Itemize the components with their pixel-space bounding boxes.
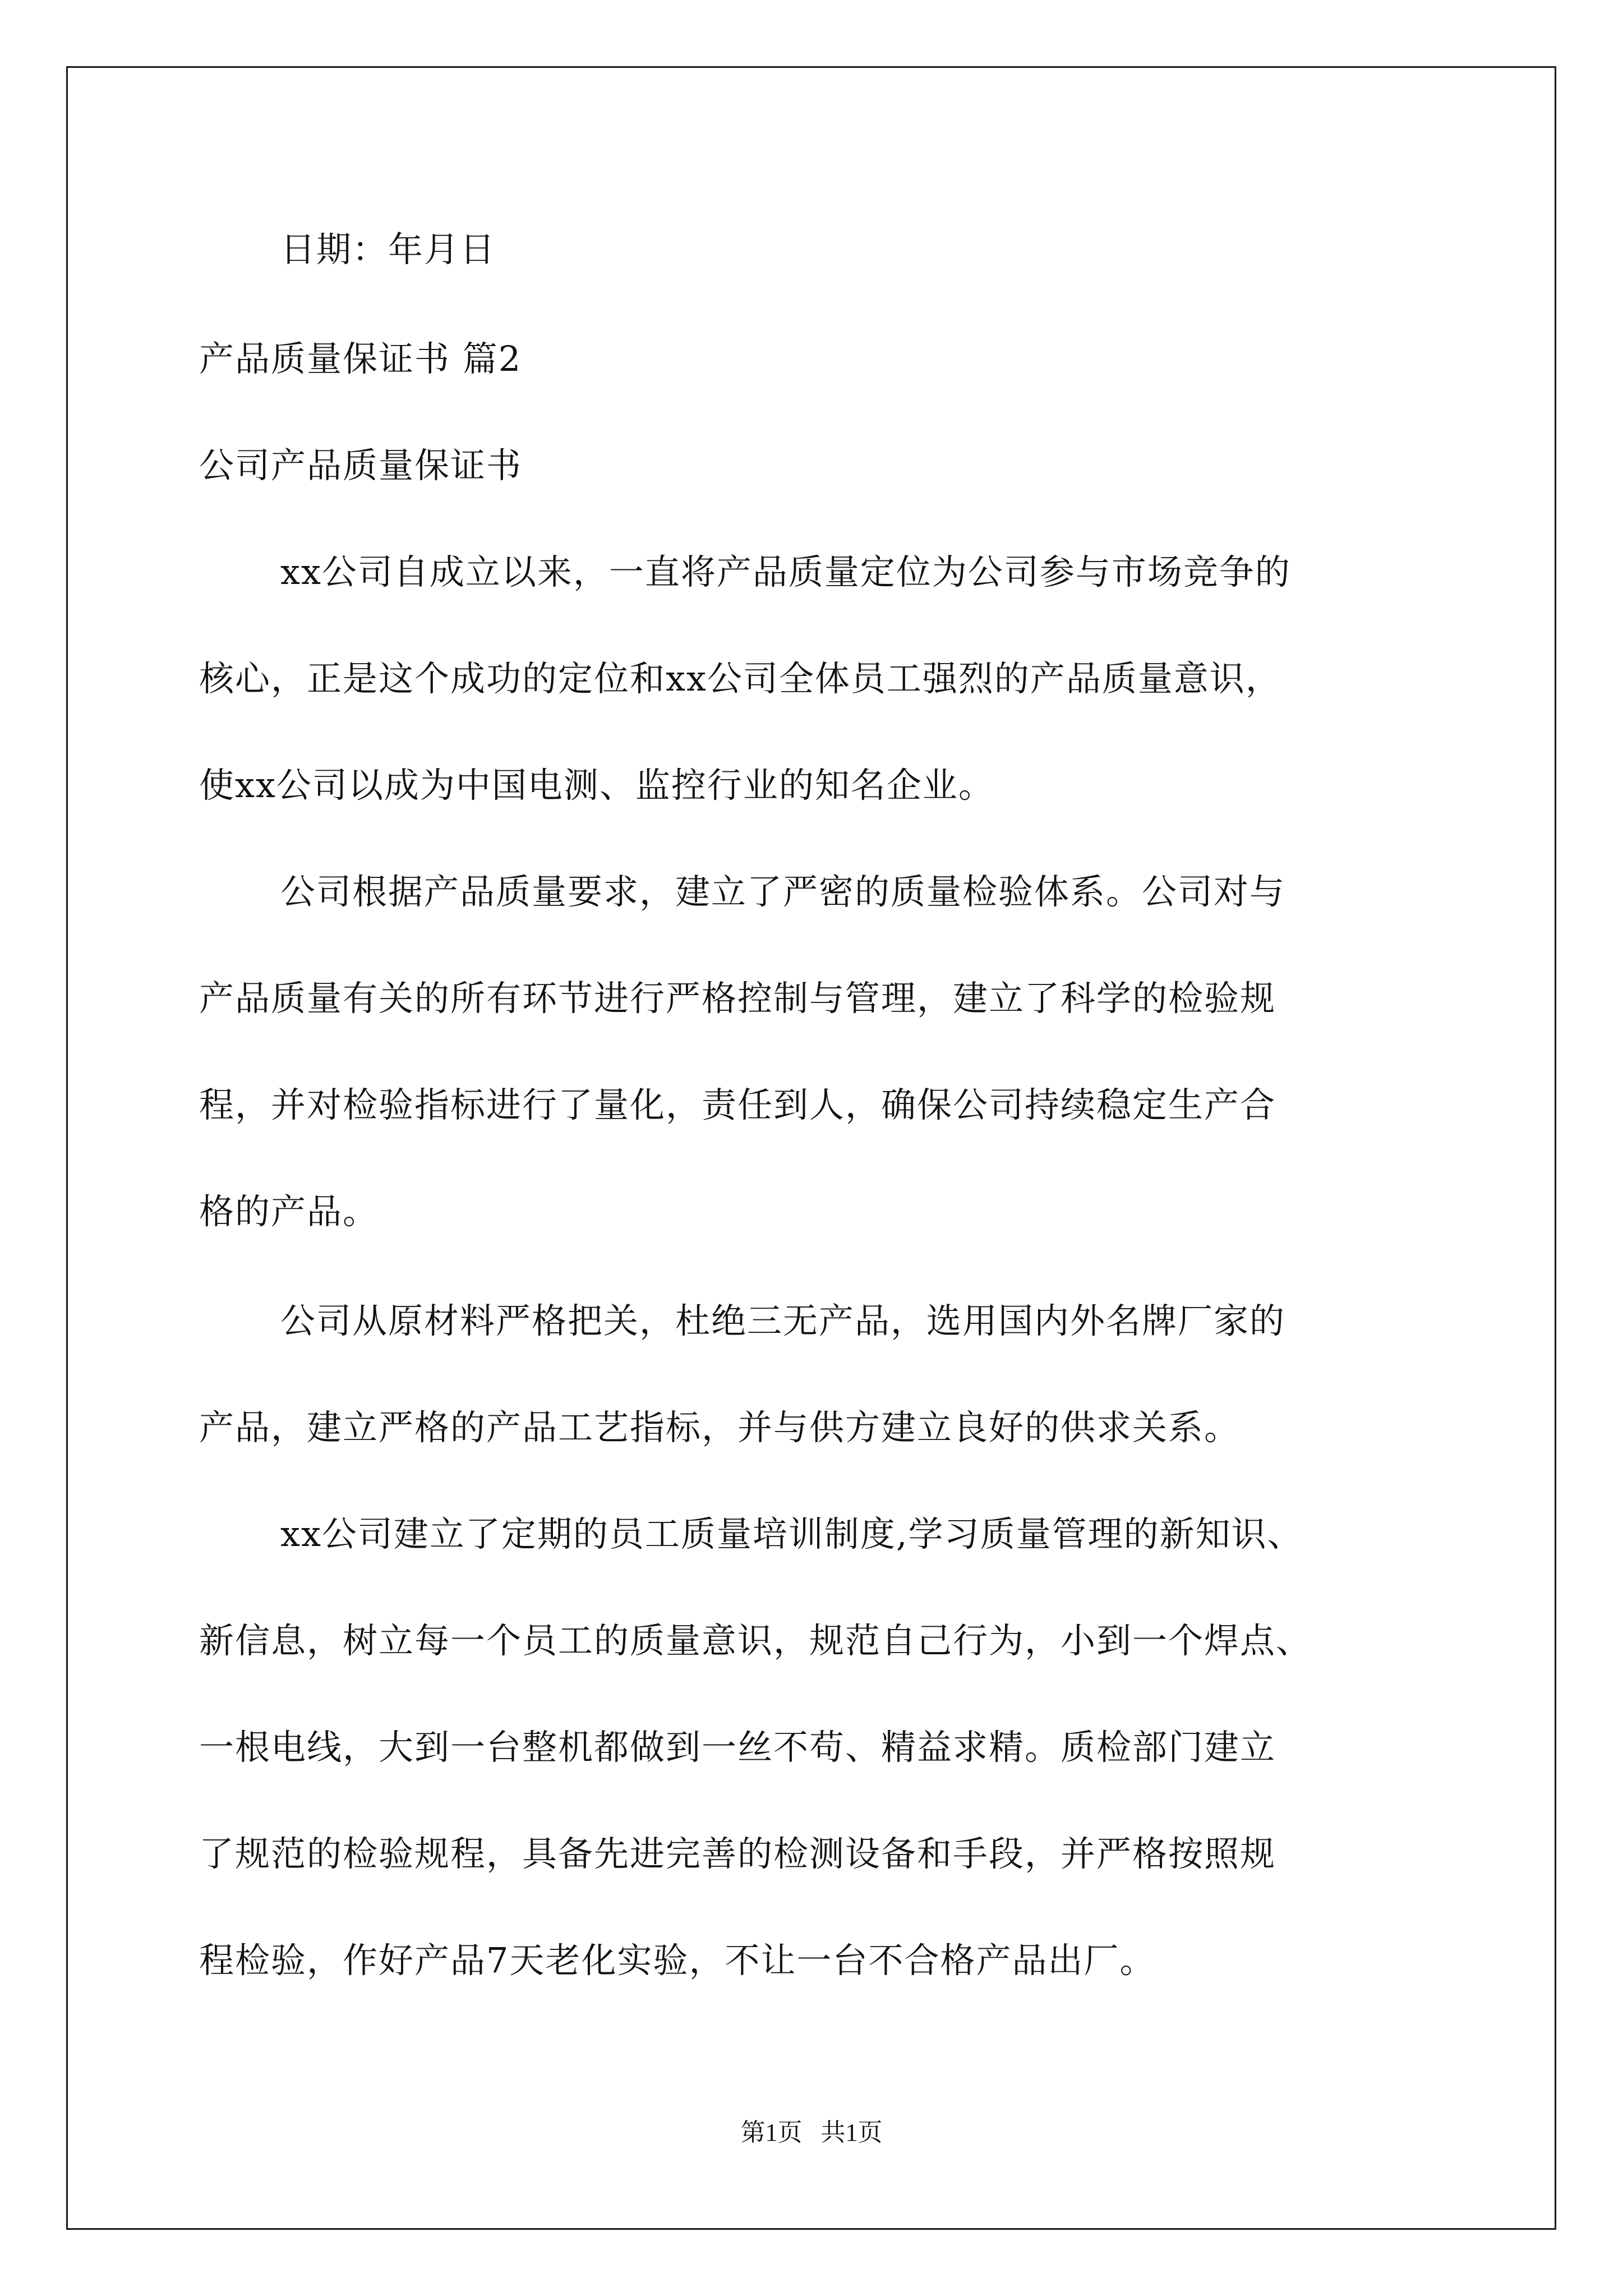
page-border bbox=[66, 66, 1556, 2230]
paragraph-2-line-2: 产品质量有关的所有环节进行严格控制与管理，建立了科学的检验规 bbox=[199, 978, 1276, 1019]
paragraph-3-line-2: 产品，建立严格的产品工艺指标，并与供方建立良好的供求关系。 bbox=[199, 1407, 1241, 1448]
paragraph-1-line-1: xx公司自成立以来，一直将产品质量定位为公司参与市场竞争的 bbox=[280, 551, 1291, 592]
paragraph-4-line-3: 一根电线，大到一台整机都做到一丝不苟、精益求精。质检部门建立 bbox=[199, 1727, 1276, 1768]
paragraph-4-line-2: 新信息，树立每一个员工的质量意识，规范自己行为，小到一个焊点、 bbox=[199, 1620, 1312, 1661]
paragraph-3-line-1: 公司从原材料严格把关，杜绝三无产品，选用国内外名牌厂家的 bbox=[280, 1300, 1286, 1341]
page-footer: 第1页 共1页 bbox=[740, 2119, 883, 2146]
paragraph-2-line-3: 程，并对检验指标进行了量化，责任到人，确保公司持续稳定生产合 bbox=[199, 1084, 1276, 1125]
date-line: 日期：年月日 bbox=[280, 229, 496, 270]
paragraph-1-line-2: 核心，正是这个成功的定位和xx公司全体员工强烈的产品质量意识， bbox=[199, 658, 1281, 699]
paragraph-2-line-1: 公司根据产品质量要求，建立了严密的质量检验体系。公司对与 bbox=[280, 871, 1286, 912]
paragraph-4-line-1: xx公司建立了定期的员工质量培训制度,学习质量管理的新知识、 bbox=[280, 1513, 1303, 1554]
document-title: 公司产品质量保证书 bbox=[199, 445, 523, 486]
paragraph-2-line-4: 格的产品。 bbox=[199, 1191, 379, 1232]
section-heading: 产品质量保证书 篇2 bbox=[199, 338, 522, 379]
paragraph-4-line-4: 了规范的检验规程，具备先进完善的检测设备和手段，并严格按照规 bbox=[199, 1833, 1276, 1874]
paragraph-4-line-5: 程检验，作好产品7天老化实验，不让一台不合格产品出厂。 bbox=[199, 1940, 1156, 1981]
paragraph-1-line-3: 使xx公司以成为中国电测、监控行业的知名企业。 bbox=[199, 765, 994, 806]
